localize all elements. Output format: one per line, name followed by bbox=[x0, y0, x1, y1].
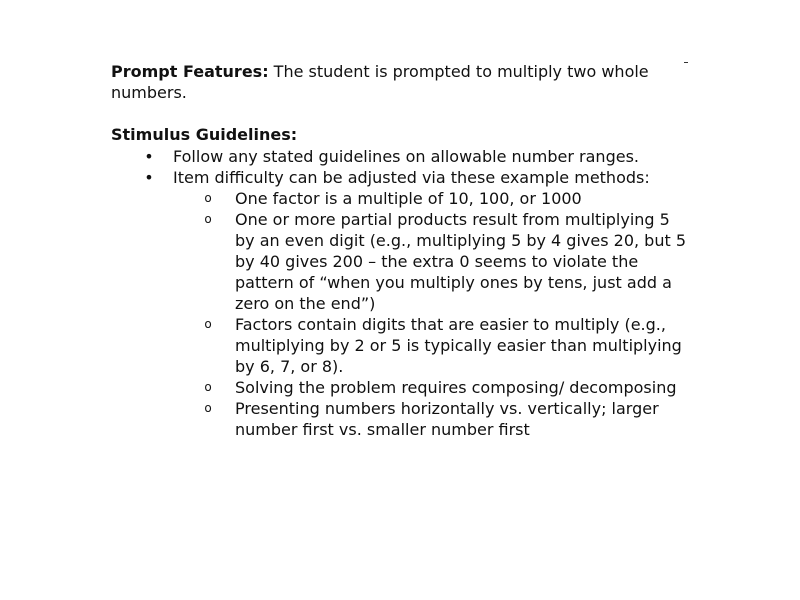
method-text-multiple-of-ten: One factor is a multiple of 10, 100, or 1000 bbox=[235, 189, 582, 208]
method-text-partial-products: One or more partial products result from multiplying 5 by an even digit (e.g., multiplying 5 by 4 gives 20, but 5 by 40 gives 200 – the extra 0 seems to violate the pattern of “when you multiply ones by tens, just add a zero on the end”) bbox=[235, 210, 687, 313]
prompt-features-label: Prompt Features: bbox=[111, 62, 269, 81]
guideline-text-difficulty: Item difficulty can be adjusted via these example methods: bbox=[173, 168, 650, 187]
method-item-multiple-of-ten bbox=[173, 188, 691, 209]
method-text-easier-digits: Factors contain digits that are easier to multiply (e.g., multiplying by 2 or 5 is typically easier than multiplying by 6, 7, or 8). bbox=[235, 315, 682, 376]
corner-mark bbox=[684, 62, 688, 63]
stimulus-guidelines-heading: Stimulus Guidelines: bbox=[111, 125, 298, 144]
method-text-presentation: Presenting numbers horizontally vs. vertically; larger number first vs. smaller number first bbox=[235, 399, 659, 439]
hollow-bullet-icon: o bbox=[204, 380, 212, 394]
guideline-item-difficulty bbox=[111, 167, 691, 440]
guidelines-list bbox=[111, 146, 691, 440]
hollow-bullet-icon: o bbox=[204, 317, 212, 331]
prompt-features-paragraph bbox=[111, 61, 671, 103]
method-item-presentation bbox=[173, 398, 691, 440]
bullet-icon: • bbox=[144, 168, 154, 187]
hollow-bullet-icon: o bbox=[204, 212, 212, 226]
hollow-bullet-icon: o bbox=[204, 191, 212, 205]
difficulty-methods-list bbox=[173, 188, 691, 440]
method-item-composing bbox=[173, 377, 691, 398]
method-item-partial-products bbox=[173, 209, 691, 314]
prompt-features-text: The student is prompted to multiply two whole numbers. bbox=[111, 62, 649, 102]
hollow-bullet-icon: o bbox=[204, 401, 212, 415]
bullet-icon: • bbox=[144, 147, 154, 166]
method-item-easier-digits bbox=[173, 314, 691, 377]
guideline-text-number-ranges: Follow any stated guidelines on allowable number ranges. bbox=[173, 147, 639, 166]
guideline-item-number-ranges bbox=[111, 146, 691, 167]
method-text-composing: Solving the problem requires composing/ decomposing bbox=[235, 378, 677, 397]
